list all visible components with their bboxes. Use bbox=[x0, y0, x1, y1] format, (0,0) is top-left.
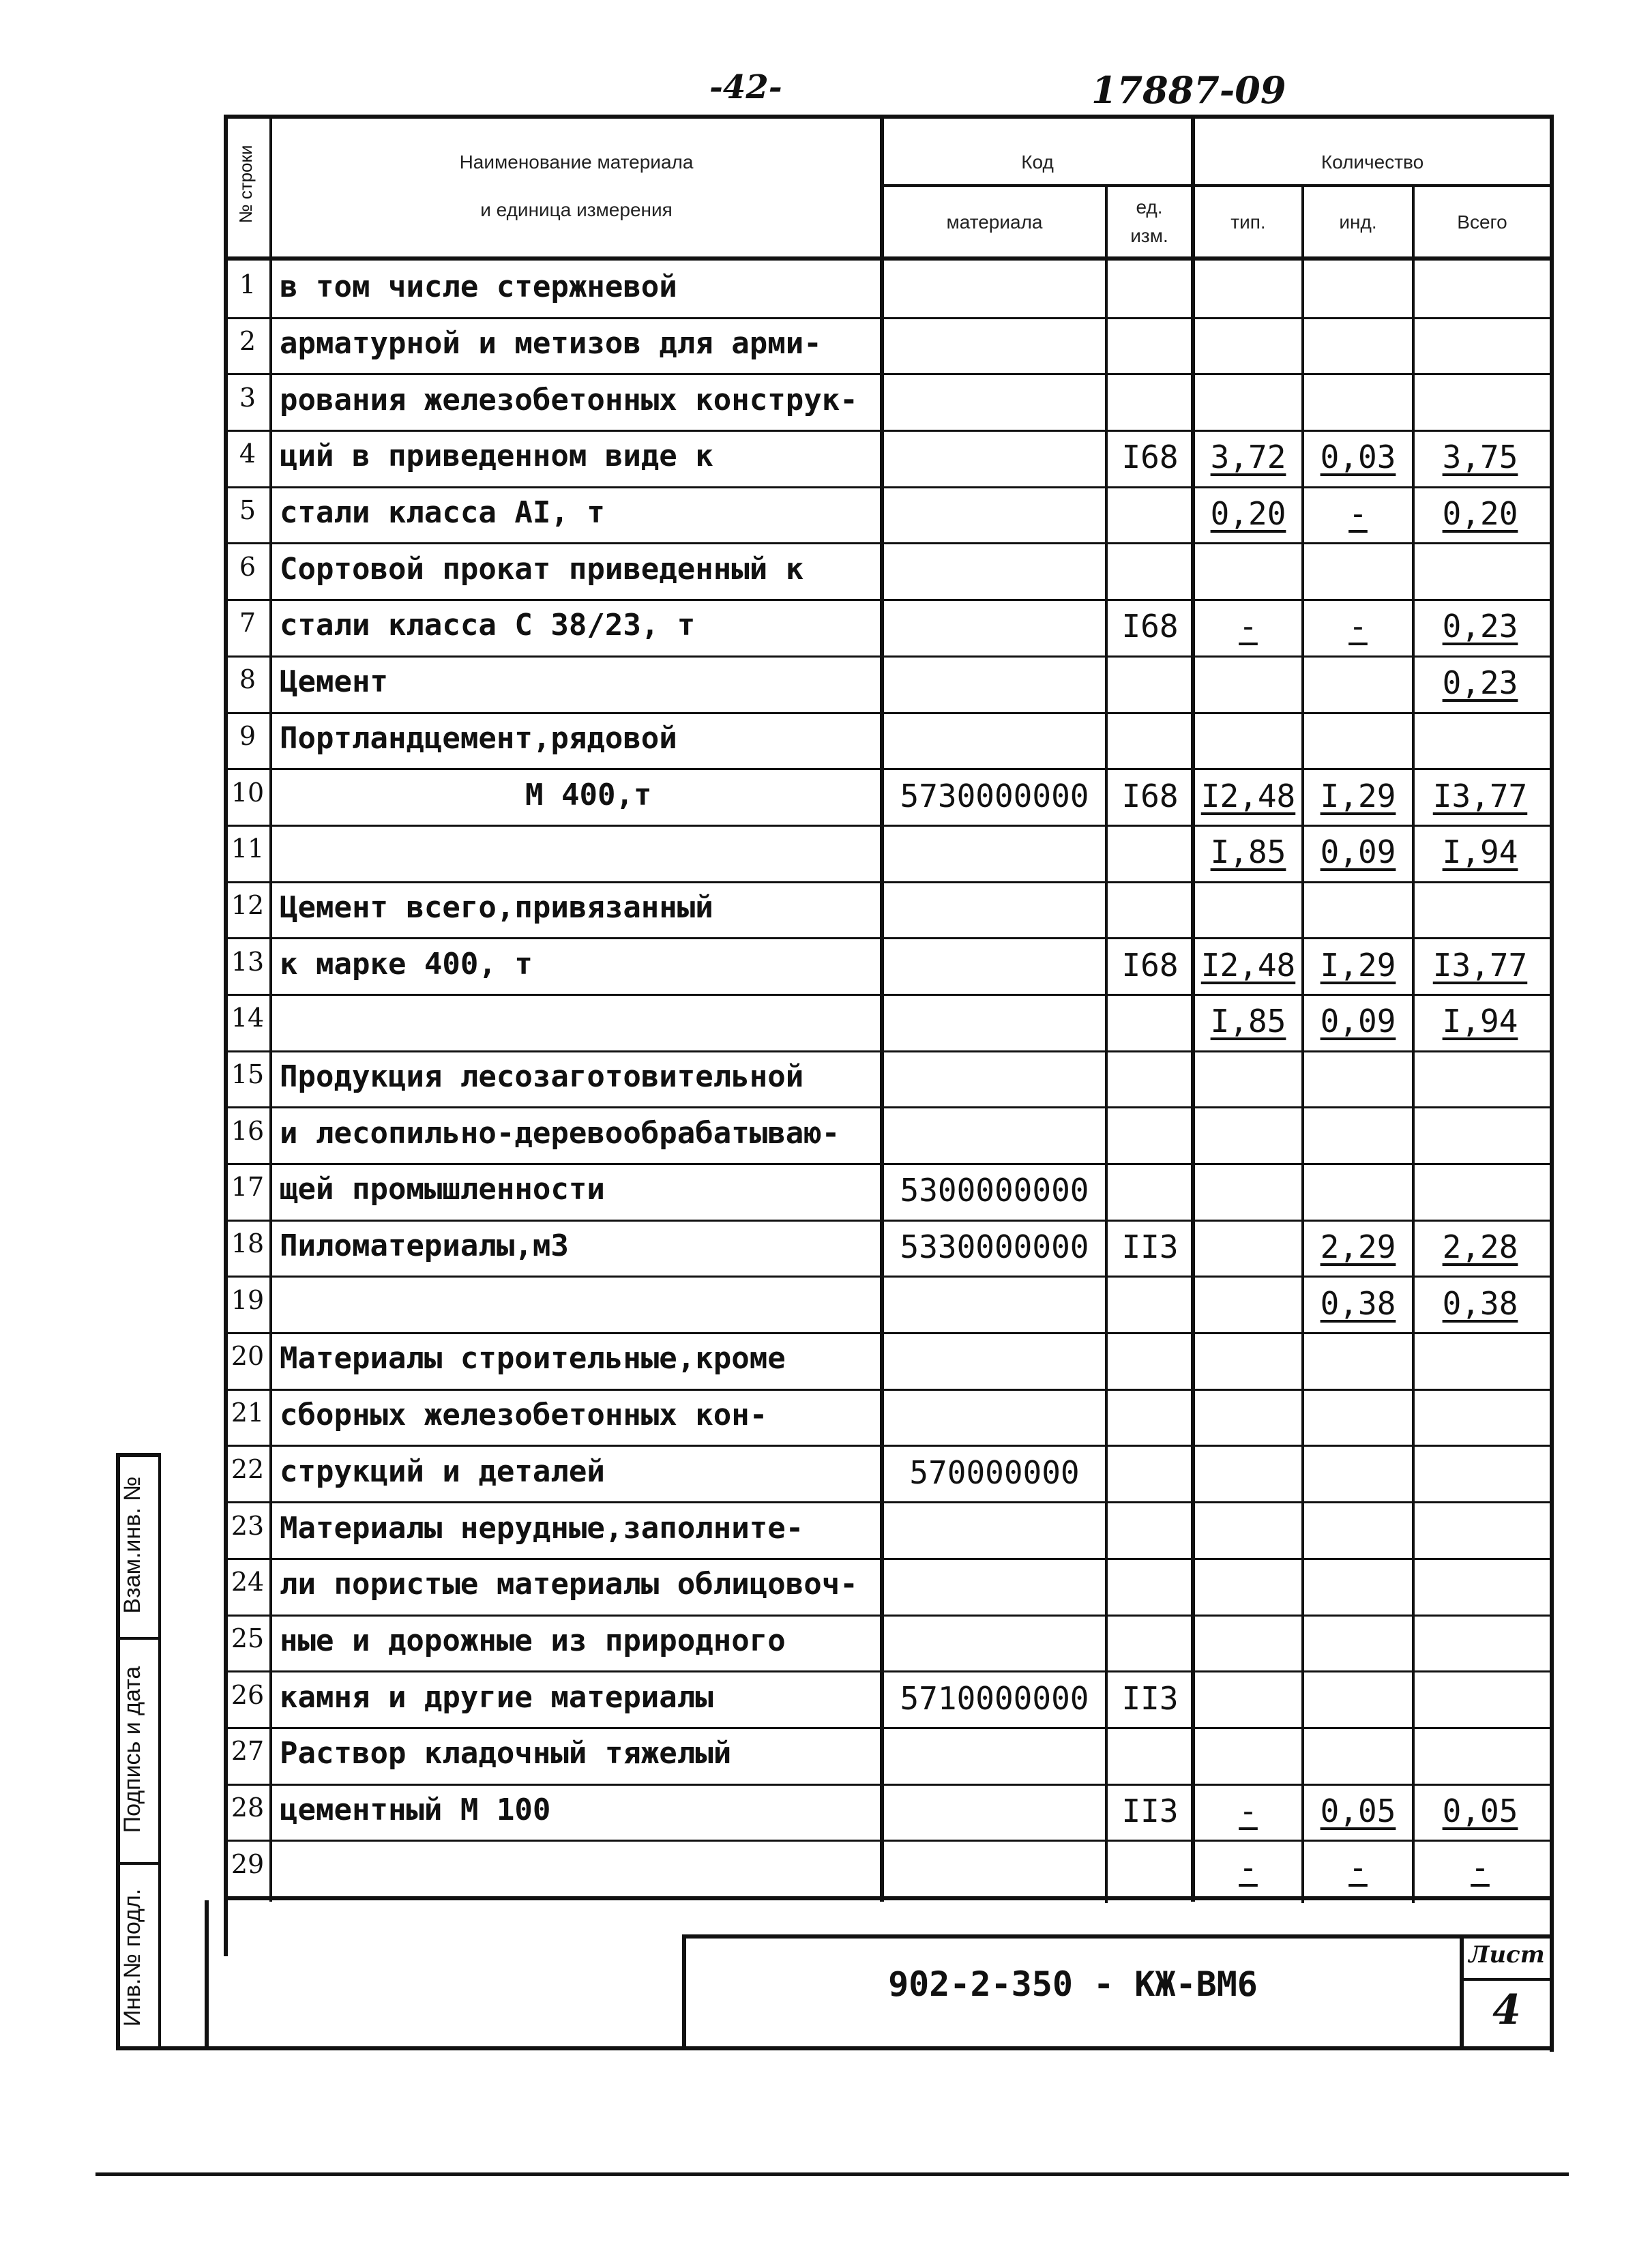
header-row-no: № строки bbox=[235, 145, 256, 224]
qty-typ: 3,72 bbox=[1210, 439, 1286, 475]
material-code: 570000000 bbox=[909, 1454, 1080, 1491]
qty-ind: 0,09 bbox=[1320, 834, 1396, 870]
row-number: 29 bbox=[231, 1849, 265, 1879]
header-code-material: материала bbox=[946, 211, 1043, 233]
row-number: 17 bbox=[231, 1172, 265, 1202]
material-name: струкций и деталей bbox=[280, 1454, 605, 1489]
qty-total: - bbox=[1471, 1849, 1490, 1886]
material-code: 5710000000 bbox=[900, 1680, 1089, 1717]
stamp-sheet-number: 4 bbox=[1492, 1986, 1521, 2034]
material-name: и лесопильно-деревообрабатываю- bbox=[280, 1116, 840, 1151]
material-name: ли пористые материалы облицовоч- bbox=[280, 1567, 858, 1602]
qty-total: 0,38 bbox=[1442, 1285, 1518, 1322]
material-name: Раствор кладочный тяжелый bbox=[280, 1736, 732, 1771]
row-number: 13 bbox=[231, 947, 265, 977]
header-qty-ind: инд. bbox=[1339, 211, 1377, 233]
qty-total: 0,23 bbox=[1442, 664, 1518, 701]
material-name: Цемент bbox=[280, 664, 388, 699]
header-quantity: Количество bbox=[1321, 151, 1424, 173]
row-number: 11 bbox=[231, 834, 265, 864]
qty-total: 2,28 bbox=[1442, 1228, 1518, 1265]
qty-typ: - bbox=[1239, 1849, 1258, 1886]
row-number: 15 bbox=[231, 1059, 265, 1089]
qty-ind: 0,09 bbox=[1320, 1003, 1396, 1040]
row-number: 23 bbox=[231, 1511, 265, 1541]
qty-ind: 0,38 bbox=[1320, 1285, 1396, 1322]
qty-ind: - bbox=[1348, 1849, 1368, 1886]
material-name: щей промышленности bbox=[280, 1172, 605, 1207]
qty-ind: I,29 bbox=[1320, 947, 1396, 984]
material-name: ные и дорожные из природного bbox=[280, 1623, 786, 1658]
qty-ind: 0,05 bbox=[1320, 1793, 1396, 1829]
material-name: сборных железобетонных кон- bbox=[280, 1398, 768, 1432]
row-number: 4 bbox=[239, 439, 256, 469]
material-name: Цемент всего,привязанный bbox=[280, 890, 713, 925]
material-code: 5330000000 bbox=[900, 1228, 1089, 1265]
row-number: 25 bbox=[231, 1623, 265, 1653]
qty-typ: I,85 bbox=[1210, 834, 1286, 870]
row-number: 27 bbox=[231, 1736, 265, 1766]
qty-ind: - bbox=[1348, 608, 1368, 645]
header-name-2: и единица измерения bbox=[480, 199, 673, 220]
row-number: 2 bbox=[239, 326, 256, 356]
material-name: Материалы нерудные,заполните- bbox=[280, 1511, 804, 1546]
row-number: 21 bbox=[231, 1398, 265, 1428]
row-number: 7 bbox=[239, 608, 256, 638]
qty-typ: I2,48 bbox=[1200, 947, 1296, 984]
material-code: 5730000000 bbox=[900, 778, 1089, 814]
row-number: 28 bbox=[231, 1793, 265, 1823]
row-number: 8 bbox=[239, 664, 256, 694]
material-name: в том числе стержневой bbox=[280, 269, 677, 304]
material-name: М 400,т bbox=[525, 778, 652, 812]
unit-code: II3 bbox=[1121, 1680, 1179, 1717]
unit-code: I68 bbox=[1121, 778, 1179, 814]
page-bottom-rule bbox=[95, 2172, 1569, 2176]
qty-ind: I,29 bbox=[1320, 778, 1396, 814]
unit-code: II3 bbox=[1121, 1793, 1179, 1829]
qty-total: 3,75 bbox=[1442, 439, 1518, 475]
material-name: Продукция лесозаготовительной bbox=[280, 1059, 804, 1094]
material-name: ций в приведенном виде к bbox=[280, 439, 713, 473]
side-inv-repl: Взам.инв. № bbox=[119, 1476, 145, 1614]
header-unit-2: изм. bbox=[1130, 225, 1168, 246]
side-inv-orig: Инв.№ подл. bbox=[119, 1888, 145, 2027]
qty-typ: I,85 bbox=[1210, 1003, 1286, 1040]
row-number: 1 bbox=[239, 269, 256, 299]
qty-typ: - bbox=[1239, 1793, 1258, 1829]
material-name: Материалы строительные,кроме bbox=[280, 1341, 786, 1376]
row-number: 14 bbox=[231, 1003, 265, 1033]
page-number: -42- bbox=[709, 68, 782, 106]
row-number: 3 bbox=[239, 383, 256, 413]
qty-total: 0,20 bbox=[1442, 495, 1518, 532]
row-number: 18 bbox=[231, 1228, 265, 1258]
qty-total: I3,77 bbox=[1432, 947, 1528, 984]
row-number: 26 bbox=[231, 1680, 265, 1710]
qty-typ: - bbox=[1239, 608, 1258, 645]
material-name: Портландцемент,рядовой bbox=[280, 721, 677, 756]
row-number: 12 bbox=[231, 890, 265, 920]
side-sign-date: Подпись и дата bbox=[119, 1666, 145, 1833]
document-id: 17887-09 bbox=[1091, 68, 1286, 112]
row-number: 24 bbox=[231, 1567, 265, 1597]
header-qty-typ: тип. bbox=[1230, 211, 1266, 233]
material-name: к марке 400, т bbox=[280, 947, 533, 982]
row-number: 10 bbox=[231, 778, 265, 808]
qty-ind: - bbox=[1348, 495, 1368, 532]
material-name: Сортовой прокат приведенный к bbox=[280, 552, 804, 587]
qty-total: 0,05 bbox=[1442, 1793, 1518, 1829]
row-number: 22 bbox=[231, 1454, 265, 1484]
row-number: 5 bbox=[239, 495, 256, 525]
stamp-designation: 902-2-350 - КЖ-ВМ6 bbox=[888, 1964, 1258, 2004]
header-qty-total: Всего bbox=[1457, 211, 1507, 233]
qty-total: I,94 bbox=[1442, 834, 1518, 870]
material-name: Пиломатериалы,м3 bbox=[280, 1228, 569, 1263]
qty-typ: I2,48 bbox=[1200, 778, 1296, 814]
header-code: Код bbox=[1021, 151, 1054, 173]
qty-total: I3,77 bbox=[1432, 778, 1528, 814]
unit-code: I68 bbox=[1121, 439, 1179, 475]
header-unit-1: ед. bbox=[1136, 196, 1163, 218]
qty-total: I,94 bbox=[1442, 1003, 1518, 1040]
unit-code: I68 bbox=[1121, 608, 1179, 645]
material-name: арматурной и метизов для арми- bbox=[280, 326, 822, 361]
qty-ind: 0,03 bbox=[1320, 439, 1396, 475]
material-name: стали класса С 38/23, т bbox=[280, 608, 696, 643]
stamp-sheet-label: Лист bbox=[1469, 1941, 1545, 1969]
unit-code: II3 bbox=[1121, 1228, 1179, 1265]
qty-total: 0,23 bbox=[1442, 608, 1518, 645]
material-name: стали класса AI, т bbox=[280, 495, 605, 530]
material-name: цементный М 100 bbox=[280, 1793, 551, 1827]
row-number: 16 bbox=[231, 1116, 265, 1146]
header-name-1: Наименование материала bbox=[459, 151, 694, 173]
material-name: камня и другие материалы bbox=[280, 1680, 713, 1715]
qty-ind: 2,29 bbox=[1320, 1228, 1396, 1265]
unit-code: I68 bbox=[1121, 947, 1179, 984]
row-number: 20 bbox=[231, 1341, 265, 1371]
row-number: 9 bbox=[239, 721, 256, 751]
material-code: 5300000000 bbox=[900, 1172, 1089, 1209]
row-number: 19 bbox=[231, 1285, 265, 1315]
row-number: 6 bbox=[239, 552, 256, 582]
material-name: рования железобетонных конструк- bbox=[280, 383, 858, 417]
qty-typ: 0,20 bbox=[1210, 495, 1286, 532]
